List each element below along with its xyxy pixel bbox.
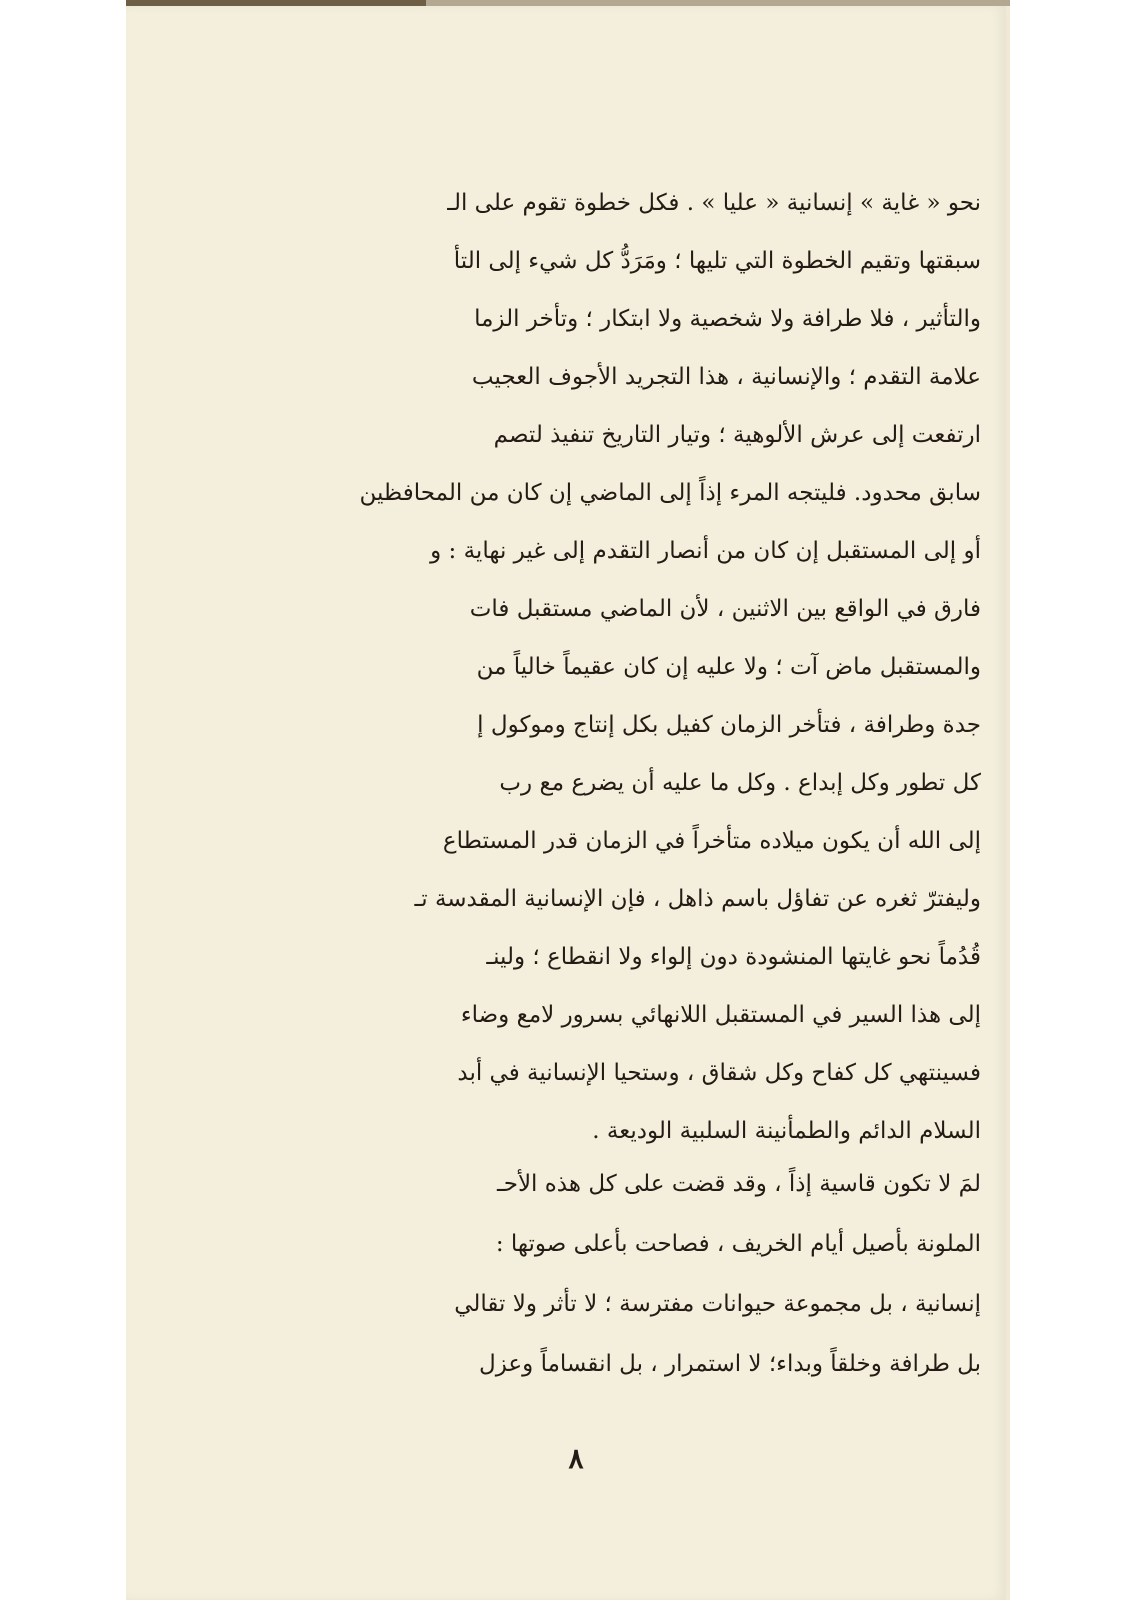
text-line: وليفترّ ثغره عن تفاؤل باسم ذاهل ، فإن الإنسانية المقدسة تـ xyxy=(414,886,981,912)
text-line: كل تطور وكل إبداع . وكل ما عليه أن يضرع مع رب xyxy=(499,770,981,796)
text-line: السلام الدائم والطمأنينة السلبية الوديعة . xyxy=(592,1118,981,1144)
text-line: سبقتها وتقيم الخطوة التي تليها ؛ ومَرَدُّ كل شيء إلى التأ xyxy=(453,248,981,274)
text-line: لمَ لا تكون قاسية إذاً ، وقد قضت على كل هذه الأحـ xyxy=(496,1171,981,1197)
text-line: فارق في الواقع بين الاثنين ، لأن الماضي مستقبل فات xyxy=(469,596,981,622)
text-line: إنسانية ، بل مجموعة حيوانات مفترسة ؛ لا تأثر ولا تقالي xyxy=(454,1291,981,1317)
text-line: الملونة بأصيل أيام الخريف ، فصاحت بأعلى صوتها : xyxy=(495,1231,981,1257)
book-page-photo xyxy=(126,0,1010,1600)
page-number: ٨ xyxy=(568,1442,584,1475)
book-page xyxy=(126,6,1006,1600)
paragraph-1 xyxy=(126,174,981,1160)
text-line: ارتفعت إلى عرش الألوهية ؛ وتيار التاريخ تنفيذ لتصم xyxy=(493,422,981,448)
text-line: بل طرافة وخلقاً وبداء؛ لا استمرار ، بل انقساماً وعزل xyxy=(479,1351,981,1377)
paragraph-2 xyxy=(126,1154,981,1394)
text-line: فسينتهي كل كفاح وكل شقاق ، وستحيا الإنسانية في أبد xyxy=(457,1060,981,1086)
text-line: والمستقبل ماض آت ؛ ولا عليه إن كان عقيماً خالياً من xyxy=(476,654,981,680)
text-line: إلى هذا السير في المستقبل اللانهائي بسرور لامع وضاء xyxy=(460,1002,981,1028)
text-line: جدة وطرافة ، فتأخر الزمان كفيل بكل إنتاج وموكول إ xyxy=(477,712,981,738)
text-line: إلى الله أن يكون ميلاده متأخراً في الزمان قدر المستطاع xyxy=(442,828,981,854)
text-line: علامة التقدم ؛ والإنسانية ، هذا التجريد الأجوف العجيب xyxy=(471,364,981,390)
text-line: والتأثير ، فلا طرافة ولا شخصية ولا ابتكار ؛ وتأخر الزما xyxy=(474,306,981,332)
text-line: نحو « غاية » إنسانية « عليا » . فكل خطوة تقوم على الـ xyxy=(447,190,981,216)
text-line: أو إلى المستقبل إن كان من أنصار التقدم إلى غير نهاية : و xyxy=(430,538,981,564)
text-line: سابق محدود. فليتجه المرء إذاً إلى الماضي إن كان من المحافظين xyxy=(359,480,981,506)
text-line: قُدُماً نحو غايتها المنشودة دون إلواء ولا انقطاع ؛ ولينـ xyxy=(486,944,981,970)
